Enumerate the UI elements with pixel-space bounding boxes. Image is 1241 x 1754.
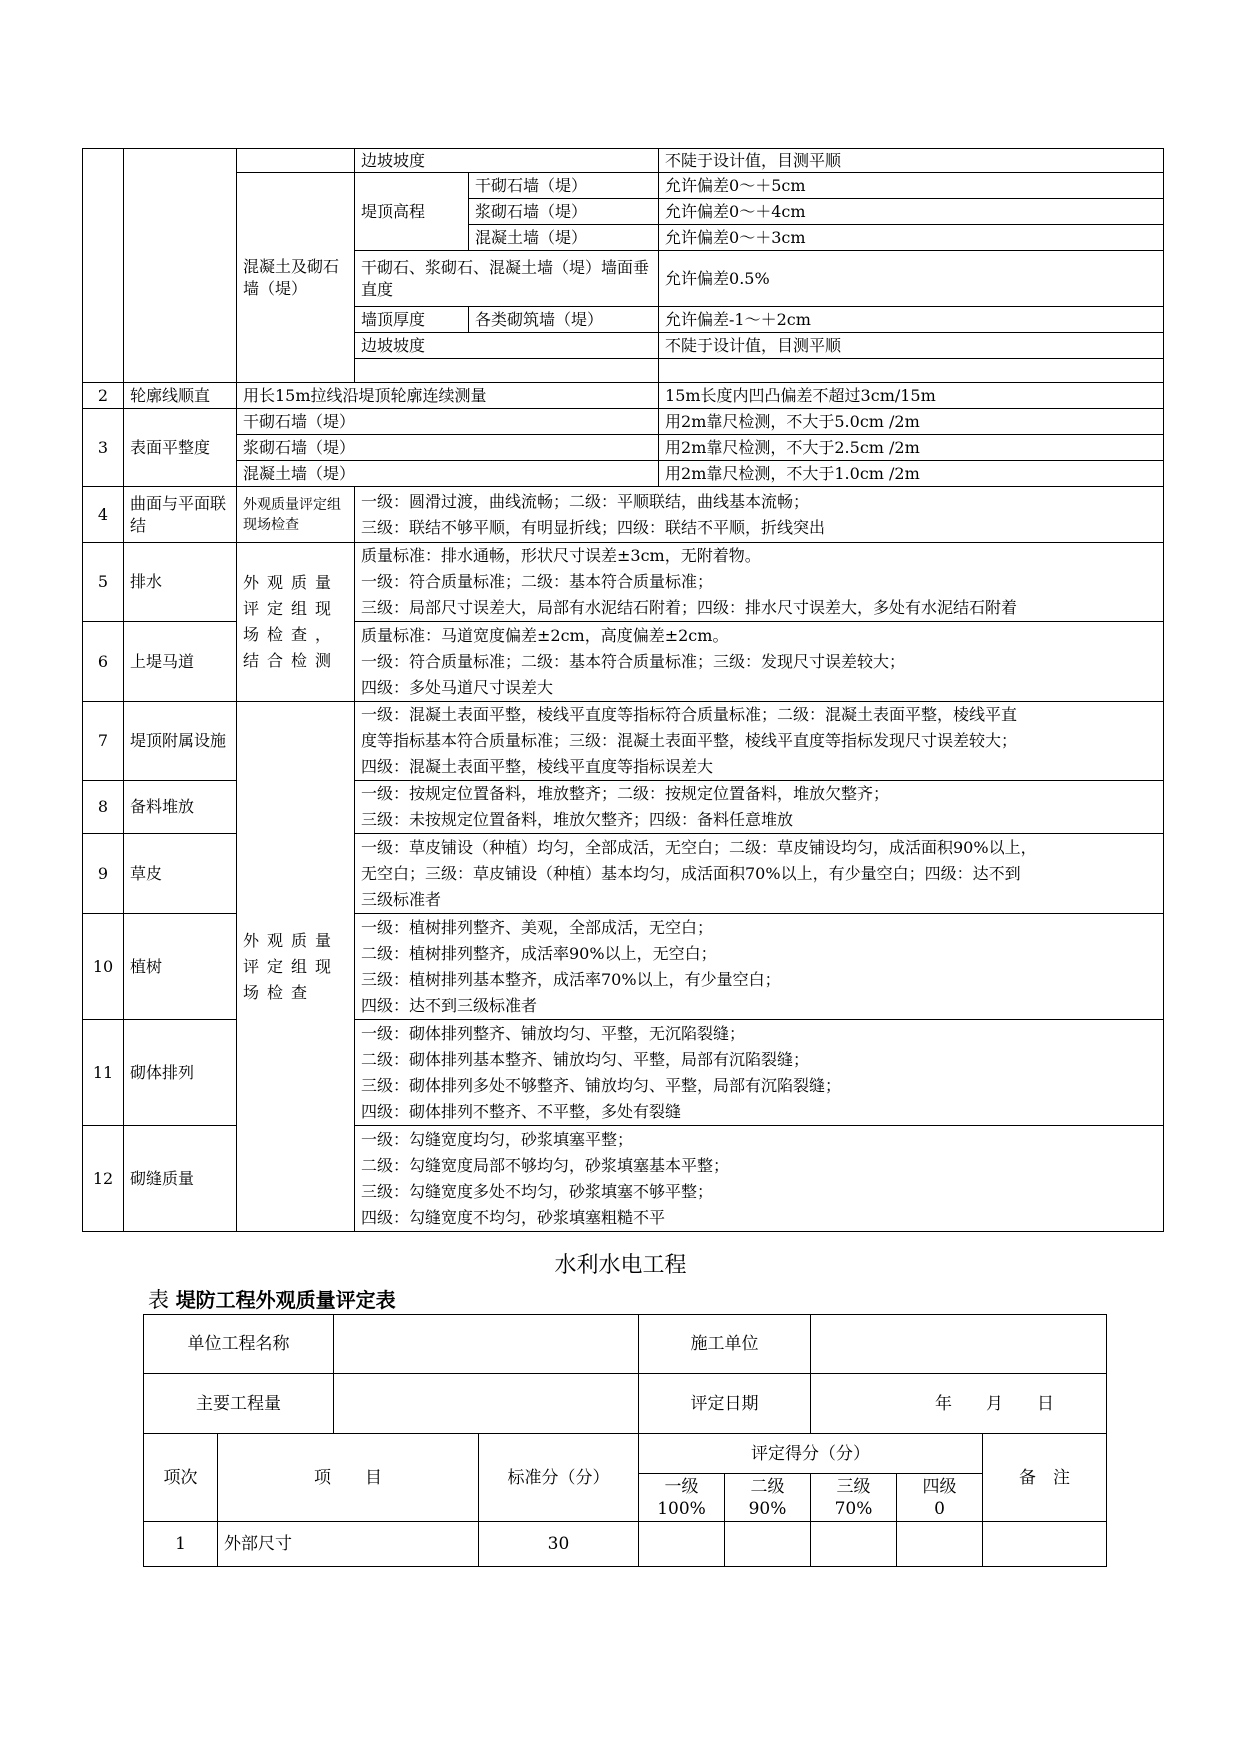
grade-line: 三级：局部尺寸误差大，局部有水泥结石附着；四级：排水尺寸误差大，多处有水泥结石附着 (361, 598, 1018, 617)
grade-line: 一级：符合质量标准；二级：基本符合质量标准； (361, 572, 714, 591)
item-name: 排水 (124, 543, 237, 622)
quantity-label: 主要工程量 (144, 1374, 334, 1434)
quality-standard: 允许偏差0～＋4cm (659, 199, 1164, 225)
check-method: 外观质量评定组现场检查，结合检测 (237, 543, 355, 702)
check-method: 外观质量评定组现场检查 (237, 487, 355, 543)
evaluation-table (143, 1314, 1107, 1567)
row-no: 1 (144, 1522, 218, 1567)
remark-cell[interactable] (983, 1522, 1107, 1567)
grade-line: 四级：混凝土表面平整，棱线平直度等指标误差大 (361, 757, 714, 776)
grade-line: 三级：未按规定位置备料，堆放欠整齐；四级：备料任意堆放 (361, 810, 794, 829)
row-std-score: 30 (479, 1522, 639, 1567)
grade-description (355, 487, 1164, 543)
wall-type: 干砌石墙（堤） (469, 173, 659, 199)
wall-type: 混凝土墙（堤） (469, 225, 659, 251)
check-item: 堤顶高程 (355, 173, 469, 251)
score-cell[interactable] (811, 1522, 897, 1567)
score-cell[interactable] (639, 1522, 725, 1567)
criteria-cell (237, 149, 355, 173)
item-name: 堤顶附属设施 (124, 702, 237, 781)
contractor-field[interactable] (811, 1315, 1107, 1374)
grade-description (355, 622, 1164, 702)
table-caption (148, 1284, 396, 1314)
spacer-cell (355, 359, 659, 383)
grade-line: 三级：勾缝宽度多处不均匀，砂浆填塞不够平整； (361, 1181, 714, 1201)
check-method: 用长15m拉线沿堤顶轮廓连续测量 (237, 383, 659, 409)
grade-line: 一级：符合质量标准；二级：基本符合质量标准；三级：发现尺寸误差较大； (361, 651, 906, 671)
col-remark-header: 备 注 (983, 1434, 1107, 1522)
item-name: 表面平整度 (124, 409, 237, 487)
wall-type: 混凝土墙（堤） (237, 461, 659, 487)
check-item: 边坡坡度 (355, 333, 659, 359)
row-item: 外部尺寸 (218, 1522, 479, 1567)
wall-type: 各类砌筑墙（堤） (469, 307, 659, 333)
item-no: 8 (83, 781, 124, 834)
date-day: 日 (1037, 1393, 1054, 1414)
item-no: 9 (83, 834, 124, 914)
item-name: 上堤马道 (124, 622, 237, 702)
item-name: 砌缝质量 (124, 1126, 237, 1232)
item-name: 曲面与平面联结 (124, 487, 237, 543)
date-month: 月 (986, 1393, 1003, 1414)
grade-line: 无空白；三级：草皮铺设（种植）基本均匀，成活面积70%以上，有少量空白；四级：达不到 (361, 863, 1021, 883)
item-no: 3 (83, 409, 124, 487)
item-name-cell (124, 149, 237, 383)
grade-line: 四级：勾缝宽度不均匀，砂浆填塞粗糙不平 (361, 1207, 666, 1227)
unit-name-field[interactable] (334, 1315, 639, 1374)
grade-description (355, 781, 1164, 834)
date-field[interactable] (811, 1374, 1107, 1434)
grade-line: 四级：砌体排列不整齐、不平整，多处有裂缝 (361, 1101, 682, 1121)
grade-header: 二级 90% (725, 1474, 811, 1522)
col-no-header: 项次 (144, 1434, 218, 1522)
grade-description (355, 914, 1164, 1020)
date-label: 评定日期 (639, 1374, 811, 1434)
wall-type: 浆砌石墙（堤） (237, 435, 659, 461)
grade-line: 质量标准：马道宽度偏差±2cm，高度偏差±2cm。 (361, 625, 729, 645)
unit-name-label: 单位工程名称 (144, 1315, 334, 1374)
item-no: 10 (83, 914, 124, 1020)
grade-line: 一级：植树排列整齐、美观，全部成活，无空白； (361, 917, 714, 937)
grade-description (355, 543, 1164, 622)
grade-line: 质量标准：排水通畅，形状尺寸误差±3cm，无附着物。 (361, 546, 761, 565)
spacer-cell (659, 359, 1164, 383)
quality-criteria-table (82, 148, 1164, 1232)
item-no: 11 (83, 1020, 124, 1126)
date-year: 年 (935, 1393, 952, 1414)
grade-line: 三级：植树排列基本整齐，成活率70%以上，有少量空白； (361, 969, 781, 989)
item-no-cell (83, 149, 124, 383)
quantity-field[interactable] (334, 1374, 639, 1434)
item-name: 砌体排列 (124, 1020, 237, 1126)
item-no: 2 (83, 383, 124, 409)
wall-type: 浆砌石墙（堤） (469, 199, 659, 225)
quality-standard: 允许偏差0～＋3cm (659, 225, 1164, 251)
item-no: 4 (83, 487, 124, 543)
contractor-label: 施工单位 (639, 1315, 811, 1374)
col-item-header: 项 目 (218, 1434, 479, 1522)
document-title: 水利水电工程 (554, 1253, 687, 1278)
quality-standard: 允许偏差-1～＋2cm (659, 307, 1164, 333)
item-no: 12 (83, 1126, 124, 1232)
caption-title: 堤防工程外观质量评定表 (175, 1288, 396, 1312)
grade-line: 三级标准者 (361, 889, 442, 909)
check-item: 干砌石、浆砌石、混凝土墙（堤）墙面垂直度 (355, 251, 659, 307)
grade-description (355, 1126, 1164, 1232)
item-name: 植树 (124, 914, 237, 1020)
grade-header: 三级 70% (811, 1474, 897, 1522)
grade-line: 三级：联结不够平顺，有明显折线；四级：联结不平顺，折线突出 (361, 517, 826, 537)
grade-line: 二级：砌体排列基本整齐、铺放均匀、平整，局部有沉陷裂缝； (361, 1049, 810, 1069)
grade-line: 一级：砌体排列整齐、铺放均匀、平整，无沉陷裂缝； (361, 1023, 746, 1043)
grade-line: 二级：勾缝宽度局部不够均匀，砂浆填塞基本平整； (361, 1155, 730, 1175)
grade-description (355, 702, 1164, 781)
col-score-header: 评定得分（分） (639, 1434, 983, 1474)
check-item: 边坡坡度 (355, 149, 659, 173)
item-name: 备料堆放 (124, 781, 237, 834)
score-cell[interactable] (897, 1522, 983, 1567)
wall-group-label: 混凝土及砌石墙（堤） (237, 173, 355, 383)
check-item: 墙顶厚度 (355, 307, 469, 333)
grade-line: 四级：多处马道尺寸误差大 (361, 677, 554, 697)
grade-line: 一级：圆滑过渡，曲线流畅；二级：平顺联结，曲线基本流畅； (361, 491, 810, 511)
quality-standard: 允许偏差0.5% (659, 251, 1164, 307)
item-name: 轮廓线顺直 (124, 383, 237, 409)
grade-description (355, 834, 1164, 914)
grade-line: 二级：植树排列整齐，成活率90%以上，无空白； (361, 943, 717, 963)
grade-line: 三级：砌体排列多处不够整齐、铺放均匀、平整，局部有沉陷裂缝； (361, 1075, 842, 1095)
item-no: 7 (83, 702, 124, 781)
caption-prefix: 表 (148, 1288, 169, 1312)
quality-standard: 允许偏差0～＋5cm (659, 173, 1164, 199)
grade-line: 一级：勾缝宽度均匀，砂浆填塞平整； (361, 1129, 634, 1149)
quality-standard: 不陡于设计值，目测平顺 (659, 149, 1164, 173)
quality-standard: 用2m靠尺检测，不大于5.0cm /2m (659, 409, 1164, 435)
check-method: 外观质量评定组现场检查 (237, 702, 355, 1232)
quality-standard: 用2m靠尺检测，不大于2.5cm /2m (659, 435, 1164, 461)
quality-standard: 15m长度内凹凸偏差不超过3cm/15m (659, 383, 1164, 409)
grade-header: 一级 100% (639, 1474, 725, 1522)
wall-type: 干砌石墙（堤） (237, 409, 659, 435)
quality-standard: 用2m靠尺检测，不大于1.0cm /2m (659, 461, 1164, 487)
item-name: 草皮 (124, 834, 237, 914)
col-std-header: 标准分（分） (479, 1434, 639, 1522)
item-no: 5 (83, 543, 124, 622)
item-no: 6 (83, 622, 124, 702)
grade-line: 四级：达不到三级标准者 (361, 995, 538, 1015)
grade-header: 四级 0 (897, 1474, 983, 1522)
grade-line: 度等指标基本符合质量标准；三级：混凝土表面平整，棱线平直度等指标发现尺寸误差较大； (361, 731, 1018, 750)
grade-line: 一级：按规定位置备料，堆放整齐；二级：按规定位置备料，堆放欠整齐； (361, 784, 890, 803)
grade-line: 一级：草皮铺设（种植）均匀，全部成活，无空白；二级：草皮铺设均匀，成活面积90%以上， (361, 837, 1037, 857)
score-cell[interactable] (725, 1522, 811, 1567)
quality-standard: 不陡于设计值，目测平顺 (659, 333, 1164, 359)
grade-description (355, 1020, 1164, 1126)
grade-line: 一级：混凝土表面平整，棱线平直度等指标符合质量标准；二级：混凝土表面平整，棱线平直 (361, 705, 1018, 724)
